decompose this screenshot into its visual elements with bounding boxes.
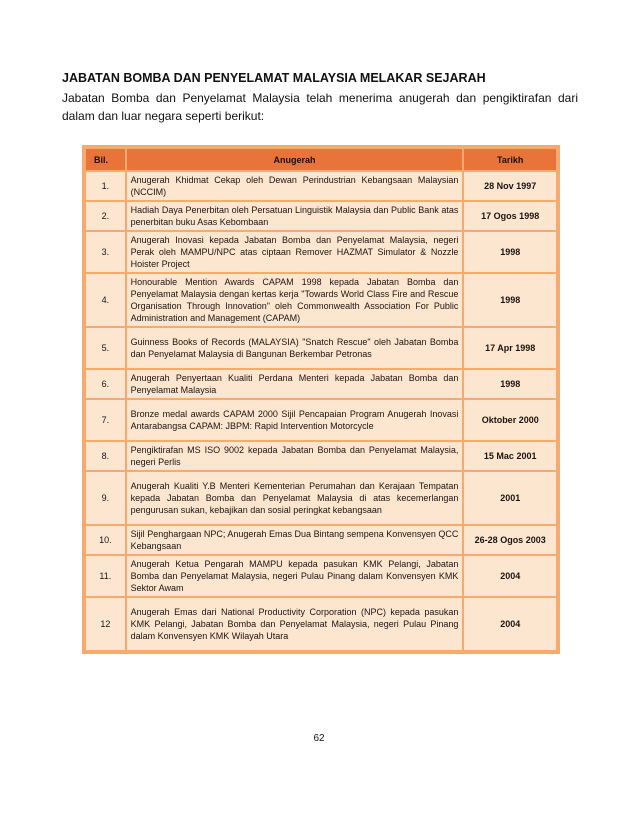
row-award: Anugerah Ketua Pengarah MAMPU kepada pasukan KMK Pelangi, Jabatan Bomba dan Penyelamat Malaysia, negeri Pulau Pinang dalam Konvensyen KMK Sektor Awam xyxy=(127,556,463,596)
table-row xyxy=(86,328,556,368)
header-bil: Bil. xyxy=(86,149,125,170)
header-anugerah: Anugerah xyxy=(127,149,463,170)
row-date: 2004 xyxy=(464,598,556,650)
row-award: Anugerah Emas dari National Productivity Corporation (NPC) kepada pasukan KMK Pelangi, Jabatan Bomba dan Penyelamat Malaysia, negeri Pulau Pinang dalam Konvensyen KMK Wilayah Utara xyxy=(127,598,463,650)
row-number: 11. xyxy=(86,556,125,596)
row-award: Anugerah Inovasi kepada Jabatan Bomba dan Penyelamat Malaysia, negeri Perak oleh MAMPU/NPC atas ciptaan Remover HAZMAT Simulator & Nozzle Hoister Project xyxy=(127,232,463,272)
row-award: Honourable Mention Awards CAPAM 1998 kepada Jabatan Bomba dan Penyelamat Malaysia dengan kertas kerja "Towards World Class Fire and Rescue Organisation Through Innovation" oleh Commonwealth Association For Public Administration and Management (CAPAM) xyxy=(127,274,463,326)
row-date: 1998 xyxy=(464,232,556,272)
row-number: 10. xyxy=(86,526,125,554)
row-number: 12 xyxy=(86,598,125,650)
row-number: 3. xyxy=(86,232,125,272)
table-row xyxy=(86,556,556,596)
row-award: Sijil Penghargaan NPC; Anugerah Emas Dua Bintang sempena Konvensyen QCC Kebangsaan xyxy=(127,526,463,554)
page-number: 62 xyxy=(313,733,325,744)
table-row xyxy=(86,442,556,470)
row-date: 28 Nov 1997 xyxy=(464,172,556,200)
row-number: 2. xyxy=(86,202,125,230)
table-row xyxy=(86,526,556,554)
row-number: 9. xyxy=(86,472,125,524)
row-number: 5. xyxy=(86,328,125,368)
row-number: 8. xyxy=(86,442,125,470)
row-date: 1998 xyxy=(464,370,556,398)
row-award: Guinness Books of Records (MALAYSIA) "Snatch Rescue" oleh Jabatan Bomba dan Penyelamat Malaysia di Bangunan Berkembar Petronas xyxy=(127,328,463,368)
row-award: Anugerah Penyertaan Kualiti Perdana Menteri kepada Jabatan Bomba dan Penyelamat Malaysia xyxy=(127,370,463,398)
row-date: 17 Apr 1998 xyxy=(464,328,556,368)
row-award: Anugerah Khidmat Cekap oleh Dewan Perindustrian Kebangsaan Malaysian (NCCIM) xyxy=(127,172,463,200)
table-row xyxy=(86,370,556,398)
row-number: 1. xyxy=(86,172,125,200)
row-date: 26-28 Ogos 2003 xyxy=(464,526,556,554)
row-date: 2001 xyxy=(464,472,556,524)
table-row xyxy=(86,232,556,272)
intro-paragraph: Jabatan Bomba dan Penyelamat Malaysia telah menerima anugerah dan pengiktirafan dari dalam dan luar negara seperti berikut: xyxy=(62,91,578,123)
row-date: 15 Mac 2001 xyxy=(464,442,556,470)
awards-table-container xyxy=(82,145,560,654)
table-row xyxy=(86,172,556,200)
row-award: Bronze medal awards CAPAM 2000 Sijil Pencapaian Program Anugerah Inovasi Antarabangsa CAPAM: JBPM: Rapid Intervention Motorcycle xyxy=(127,400,463,440)
row-number: 7. xyxy=(86,400,125,440)
row-date: 2004 xyxy=(464,556,556,596)
row-award: Pengiktirafan MS ISO 9002 kepada Jabatan Bomba dan Penyelamat Malaysia, negeri Perlis xyxy=(127,442,463,470)
row-date: 1998 xyxy=(464,274,556,326)
row-award: Anugerah Kualiti Y.B Menteri Kementerian Perumahan dan Kerajaan Tempatan kepada Jabatan Bomba dan Penyelamat Malaysia di atas kecemerlangan pengurusan sukan, kebajikan dan sosial peringkat kebangsaan xyxy=(127,472,463,524)
row-number: 6. xyxy=(86,370,125,398)
table-row xyxy=(86,274,556,326)
awards-table xyxy=(84,147,558,652)
table-row xyxy=(86,598,556,650)
table-row xyxy=(86,472,556,524)
header-tarikh: Tarikh xyxy=(464,149,556,170)
table-row xyxy=(86,400,556,440)
row-date: 17 Ogos 1998 xyxy=(464,202,556,230)
table-header-row xyxy=(86,149,556,170)
page-heading: JABATAN BOMBA DAN PENYELAMAT MALAYSIA MELAKAR SEJARAH xyxy=(62,71,486,85)
table-row xyxy=(86,202,556,230)
row-number: 4. xyxy=(86,274,125,326)
row-date: Oktober 2000 xyxy=(464,400,556,440)
row-award: Hadiah Daya Penerbitan oleh Persatuan Linguistik Malaysia dan Public Bank atas penerbitan buku Asas Kebombaan xyxy=(127,202,463,230)
